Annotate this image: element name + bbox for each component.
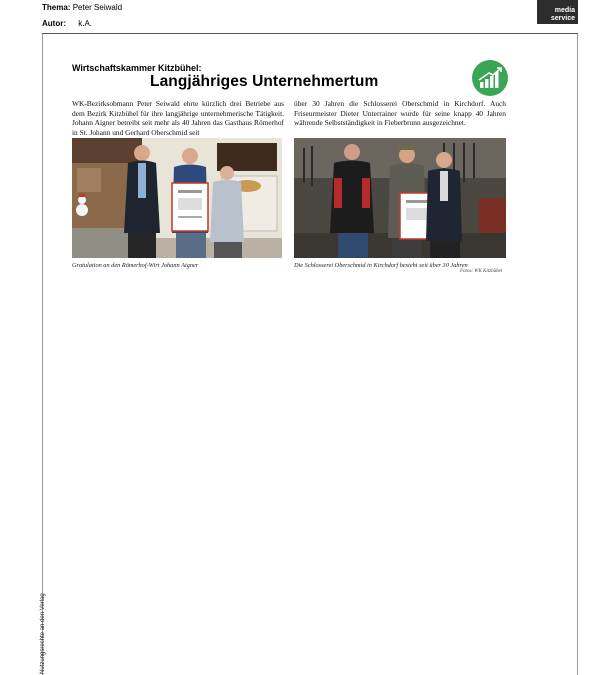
badge-line1: media: [554, 7, 575, 14]
photo-credit: Fotos: WK Kitzbühel: [460, 269, 503, 274]
photo-roemerhof: [72, 138, 282, 258]
autor-line: [42, 19, 92, 29]
caption-right: Die Schlosserei Oberschmid in Kirchdorf besteht seit über 30 Jahren: [294, 262, 468, 269]
article-column-left: WK-Bezirksobmann Peter Seiwald ehrte kürzlich drei Betriebe aus dem Bezirk Kitzbühel für ihre langjährige unternehmerische Tätigkeit. Johann Aigner betreibt seit mehr als 40 Jahren das Gasthaus Römerhof in St. Johann und Gerhard Oberschmid seit: [72, 99, 284, 137]
photo-schlosserei: [294, 138, 506, 258]
article-kicker: Wirtschaftskammer Kitzbühel:: [72, 63, 202, 73]
growth-chart-logo-icon: [472, 60, 508, 96]
autor-value: k.A.: [78, 19, 93, 28]
autor-label: Autor:: [42, 19, 66, 28]
thema-line: [42, 3, 122, 13]
article-title: Langjähriges Unternehmertum: [150, 73, 379, 90]
article-column-right: über 30 Jahren die Schlosserei Oberschmid in Kirchdorf. Auch Friseurmeister Dieter Unterrainer wurde für seine knapp 40 Jahren währende Selbstständigkeit in Fieberbrunn ausgezeichnet.: [294, 99, 506, 128]
rights-note: Nutzungsrechte an den Verlag: [40, 593, 46, 674]
thema-value: Peter Seiwald: [72, 3, 123, 12]
caption-left: Gratulation an den Römerhof-Wirt Johann Aigner: [72, 262, 199, 269]
badge-line2: service: [550, 15, 575, 22]
media-service-badge: [537, 0, 578, 24]
thema-label: Thema:: [42, 3, 71, 12]
